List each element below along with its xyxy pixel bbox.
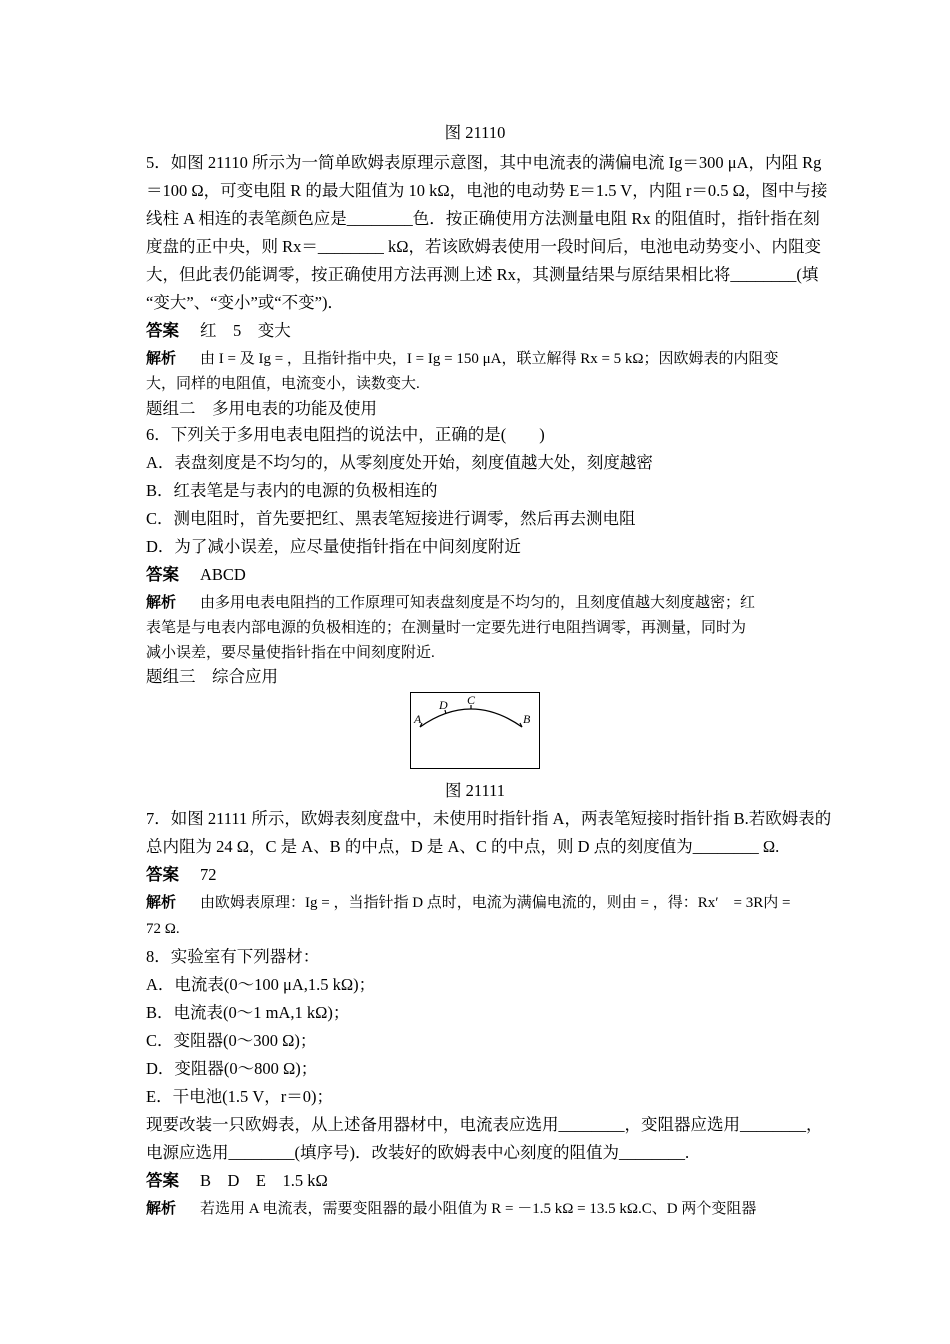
q7-analysis-2: 72 Ω. xyxy=(146,921,180,937)
answer-text: B D E 1.5 kΩ xyxy=(200,1171,328,1190)
q6-option-c: C．测电阻时，首先要把红、黑表笔短接进行调零，然后再去测电阻 xyxy=(146,509,636,528)
label-a: A xyxy=(414,712,422,726)
q6-option-b: B．红表笔是与表内的电源的负极相连的 xyxy=(146,481,438,500)
q6-option-d: D．为了减小误差，应尽量使指针指在中间刻度附近 xyxy=(146,537,521,556)
q5-analysis-2: 大，同样的电阻值，电流变小，读数变大. xyxy=(146,376,420,392)
analysis-text: 若选用 A 电流表，需要变阻器的最小阻值为 R = －1.5 kΩ = 13.5 kΩ.C、D 两个变阻器 xyxy=(200,1201,757,1217)
q8-line-1: 现要改装一只欧姆表，从上述备用器材中，电流表应选用________，变阻器应选用________， xyxy=(146,1115,823,1134)
q6-analysis-2: 表笔是与电表内部电源的负极相连的；在测量时一定要先进行电阻挡调零，再测量，同时为 xyxy=(146,620,747,636)
q8-line-2: 电源应选用________(填序号)．改装好的欧姆表中心刻度的阻值为________. xyxy=(146,1143,690,1162)
analysis-text: 由多用电表电阻挡的工作原理可知表盘刻度是不均匀的，且刻度值越大刻度越密；红 xyxy=(200,595,756,611)
q5-line-6: “变大”、“变小”或“不变”)． xyxy=(146,293,344,312)
q5-answer xyxy=(146,320,291,342)
analysis-text: 由 I = 及 Ig = ，且指针指中央，I = Ig = 150 μA，联立解得 Rx = 5 kΩ；因欧姆表的内阻变 xyxy=(200,351,779,367)
figure-caption-21110: 图 21110 xyxy=(444,123,506,142)
q8-stem: 8．实验室有下列器材： xyxy=(146,947,320,966)
answer-label: 答案 xyxy=(146,865,179,884)
q5-analysis-1 xyxy=(146,348,779,370)
answer-label: 答案 xyxy=(146,565,179,584)
answer-text: 红 5 变大 xyxy=(200,321,291,340)
analysis-label: 解析 xyxy=(146,595,177,611)
q8-item-d: D．变阻器(0～800 Ω)； xyxy=(146,1059,318,1078)
q8-item-e: E．干电池(1.5 V，r＝0)； xyxy=(146,1087,333,1106)
q5-line-4: 度盘的正中央，则 Rx＝________ kΩ，若该欧姆表使用一段时间后，电池电动势变小、内阻变 xyxy=(146,237,822,256)
q8-answer xyxy=(146,1170,328,1192)
q7-answer xyxy=(146,864,217,886)
group-3-heading: 题组三 综合应用 xyxy=(146,667,278,686)
q6-stem: 6．下列关于多用电表电阻挡的说法中，正确的是( ) xyxy=(146,425,545,444)
q8-item-a: A．电流表(0～100 μA,1.5 kΩ)； xyxy=(146,975,376,994)
figure-caption-21111: 图 21111 xyxy=(444,781,506,800)
answer-label: 答案 xyxy=(146,1171,179,1190)
ohmmeter-dial-figure xyxy=(410,692,540,769)
q5-line-1: 5．如图 21110 所示为一简单欧姆表原理示意图，其中电流表的满偏电流 Ig＝300 μA，内阻 Rg xyxy=(146,153,822,172)
q6-analysis-3: 减小误差，要尽量使指针指在中间刻度附近. xyxy=(146,645,435,661)
q7-line-1: 7．如图 21111 所示，欧姆表刻度盘中，未使用时指针指 A，两表笔短接时指针指 B.若欧姆表的 xyxy=(146,809,832,828)
label-d: D xyxy=(439,698,448,712)
q8-analysis-1 xyxy=(146,1198,756,1220)
label-b: B xyxy=(523,712,531,726)
analysis-label: 解析 xyxy=(146,1201,177,1217)
q5-line-2: ＝100 Ω，可变电阻 R 的最大阻值为 10 kΩ，电池的电动势 E＝1.5 V，内阻 r＝0.5 Ω，图中与接 xyxy=(146,181,828,200)
analysis-label: 解析 xyxy=(146,351,177,367)
q6-answer xyxy=(146,564,246,586)
q5-line-5: 大，但此表仍能调零，按正确使用方法再测上述 Rx，其测量结果与原结果相比将________(填 xyxy=(146,265,819,284)
q8-item-b: B．电流表(0～1 mA,1 kΩ)； xyxy=(146,1003,350,1022)
q6-option-a: A．表盘刻度是不均匀的，从零刻度处开始，刻度值越大处，刻度越密 xyxy=(146,453,653,472)
dial-arc xyxy=(420,709,522,727)
q6-analysis-1 xyxy=(146,592,755,614)
analysis-label: 解析 xyxy=(146,895,177,911)
q5-line-3: 线柱 A 相连的表笔颜色应是________色．按正确使用方法测量电阻 Rx 的阻值时，指针指在刻 xyxy=(146,209,820,228)
answer-text: 72 xyxy=(200,865,217,884)
q8-item-c: C．变阻器(0～300 Ω)； xyxy=(146,1031,317,1050)
analysis-text: 由欧姆表原理：Ig = ，当指针指 D 点时，电流为满偏电流的，则由 = ，得：Rx′ = 3R内 = xyxy=(200,895,791,911)
group-2-heading: 题组二 多用电表的功能及使用 xyxy=(146,399,377,418)
answer-label: 答案 xyxy=(146,321,179,340)
dial-arc-drawing xyxy=(411,693,541,770)
q7-line-2: 总内阻为 24 Ω，C 是 A、B 的中点，D 是 A、C 的中点，则 D 点的刻度值为________ Ω. xyxy=(146,837,780,856)
label-c: C xyxy=(467,693,476,707)
answer-text: ABCD xyxy=(200,565,246,584)
q7-analysis-1 xyxy=(146,892,790,914)
